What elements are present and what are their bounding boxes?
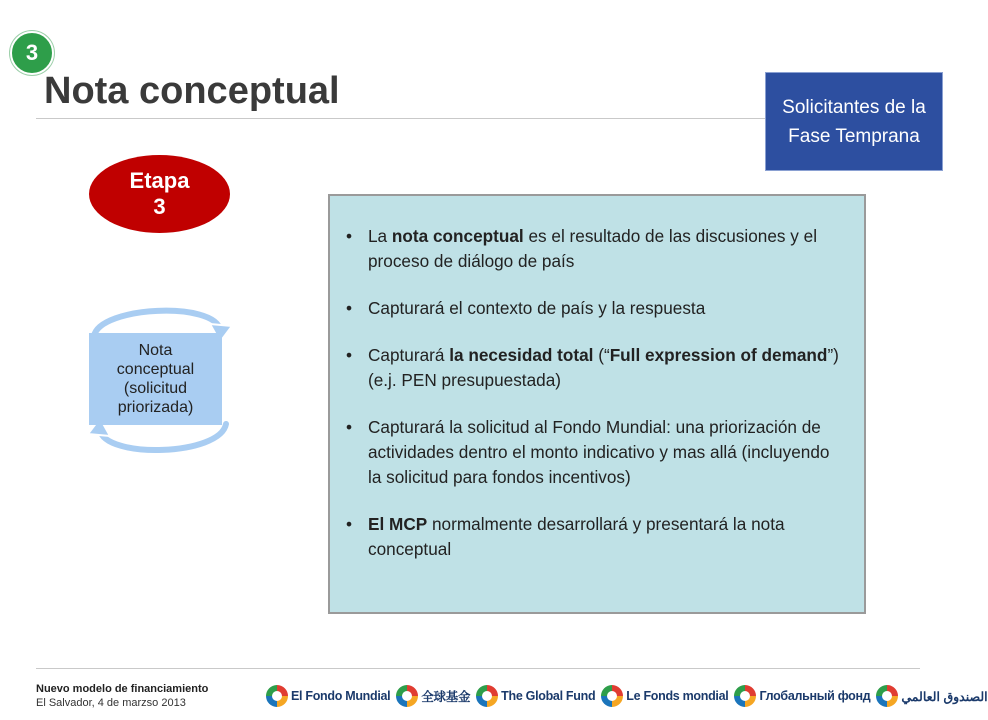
partner-logo [601,685,728,707]
partner-logo-text: الصندوق العالمي [901,689,988,704]
partner-logo [876,685,987,707]
partner-logo-text: El Fondo Mundial [291,689,391,703]
stage-label: Etapa [129,168,190,193]
bullet-list [330,196,864,562]
partner-logo [734,685,870,707]
bullet-item [368,512,844,562]
page-title: Nota conceptual [44,70,340,112]
partner-logo [266,685,390,707]
bullet-text: (“ [593,345,610,365]
stage-number: 3 [153,194,166,219]
bullet-text: es el resultado de las discusiones y el proceso de diálogo de país [368,226,818,271]
footer-subtitle: El Salvador, 4 de marzso 2013 [36,697,186,709]
partner-logo-text: Глобальный фонд [759,689,871,703]
bullet-item [368,296,844,321]
partner-logo-text: Le Fonds mondial [626,689,729,703]
bullet-bold-text: la necesidad total [449,345,594,365]
bullet-item [368,224,844,274]
bullet-item [368,415,844,490]
partner-logo-text: 全球基金 [421,690,471,704]
bullet-text: La [368,226,392,246]
bullet-bold-text: nota conceptual [391,226,524,246]
audience-label-box [765,72,943,171]
global-fund-logo-icon [266,685,288,707]
global-fund-logo-icon [476,685,498,707]
audience-label: Solicitantes de la Fase Temprana [782,96,926,147]
bullet-item [368,343,844,393]
footer-divider [36,668,920,669]
stage-ellipse [89,155,230,233]
content-panel [328,194,866,614]
global-fund-logo-icon [601,685,623,707]
step-number-badge: 3 [10,31,54,75]
global-fund-logo-icon [876,685,898,707]
bullet-bold-text: El MCP [368,514,428,534]
partner-logo [396,685,470,707]
global-fund-logo-icon [734,685,756,707]
footer-title: Nuevo modelo de financiamiento [36,683,209,695]
bullet-text: Capturará la solicitud al Fondo Mundial: una priorización de actividades dentro el monto indicativo y mas allá (incluyendo la solicitud para fondos incentivos) [368,417,830,487]
bullet-text: normalmente desarrollará y presentará la nota conceptual [368,514,785,559]
concept-note-label: Nota conceptual (solicitud priorizada) [116,342,195,416]
bullet-text: Capturará [368,345,450,365]
bullet-text: Capturará el contexto de país y la respuesta [368,298,706,318]
global-fund-logo-icon [396,685,418,707]
bullet-text: ”) (e.j. PEN presupuestada) [368,345,839,390]
partner-logo-text: The Global Fund [501,689,596,703]
bullet-bold-text: Full expression of demand [609,345,828,365]
partner-logo [476,685,595,707]
partner-logos [266,680,988,712]
concept-note-box [89,333,222,425]
